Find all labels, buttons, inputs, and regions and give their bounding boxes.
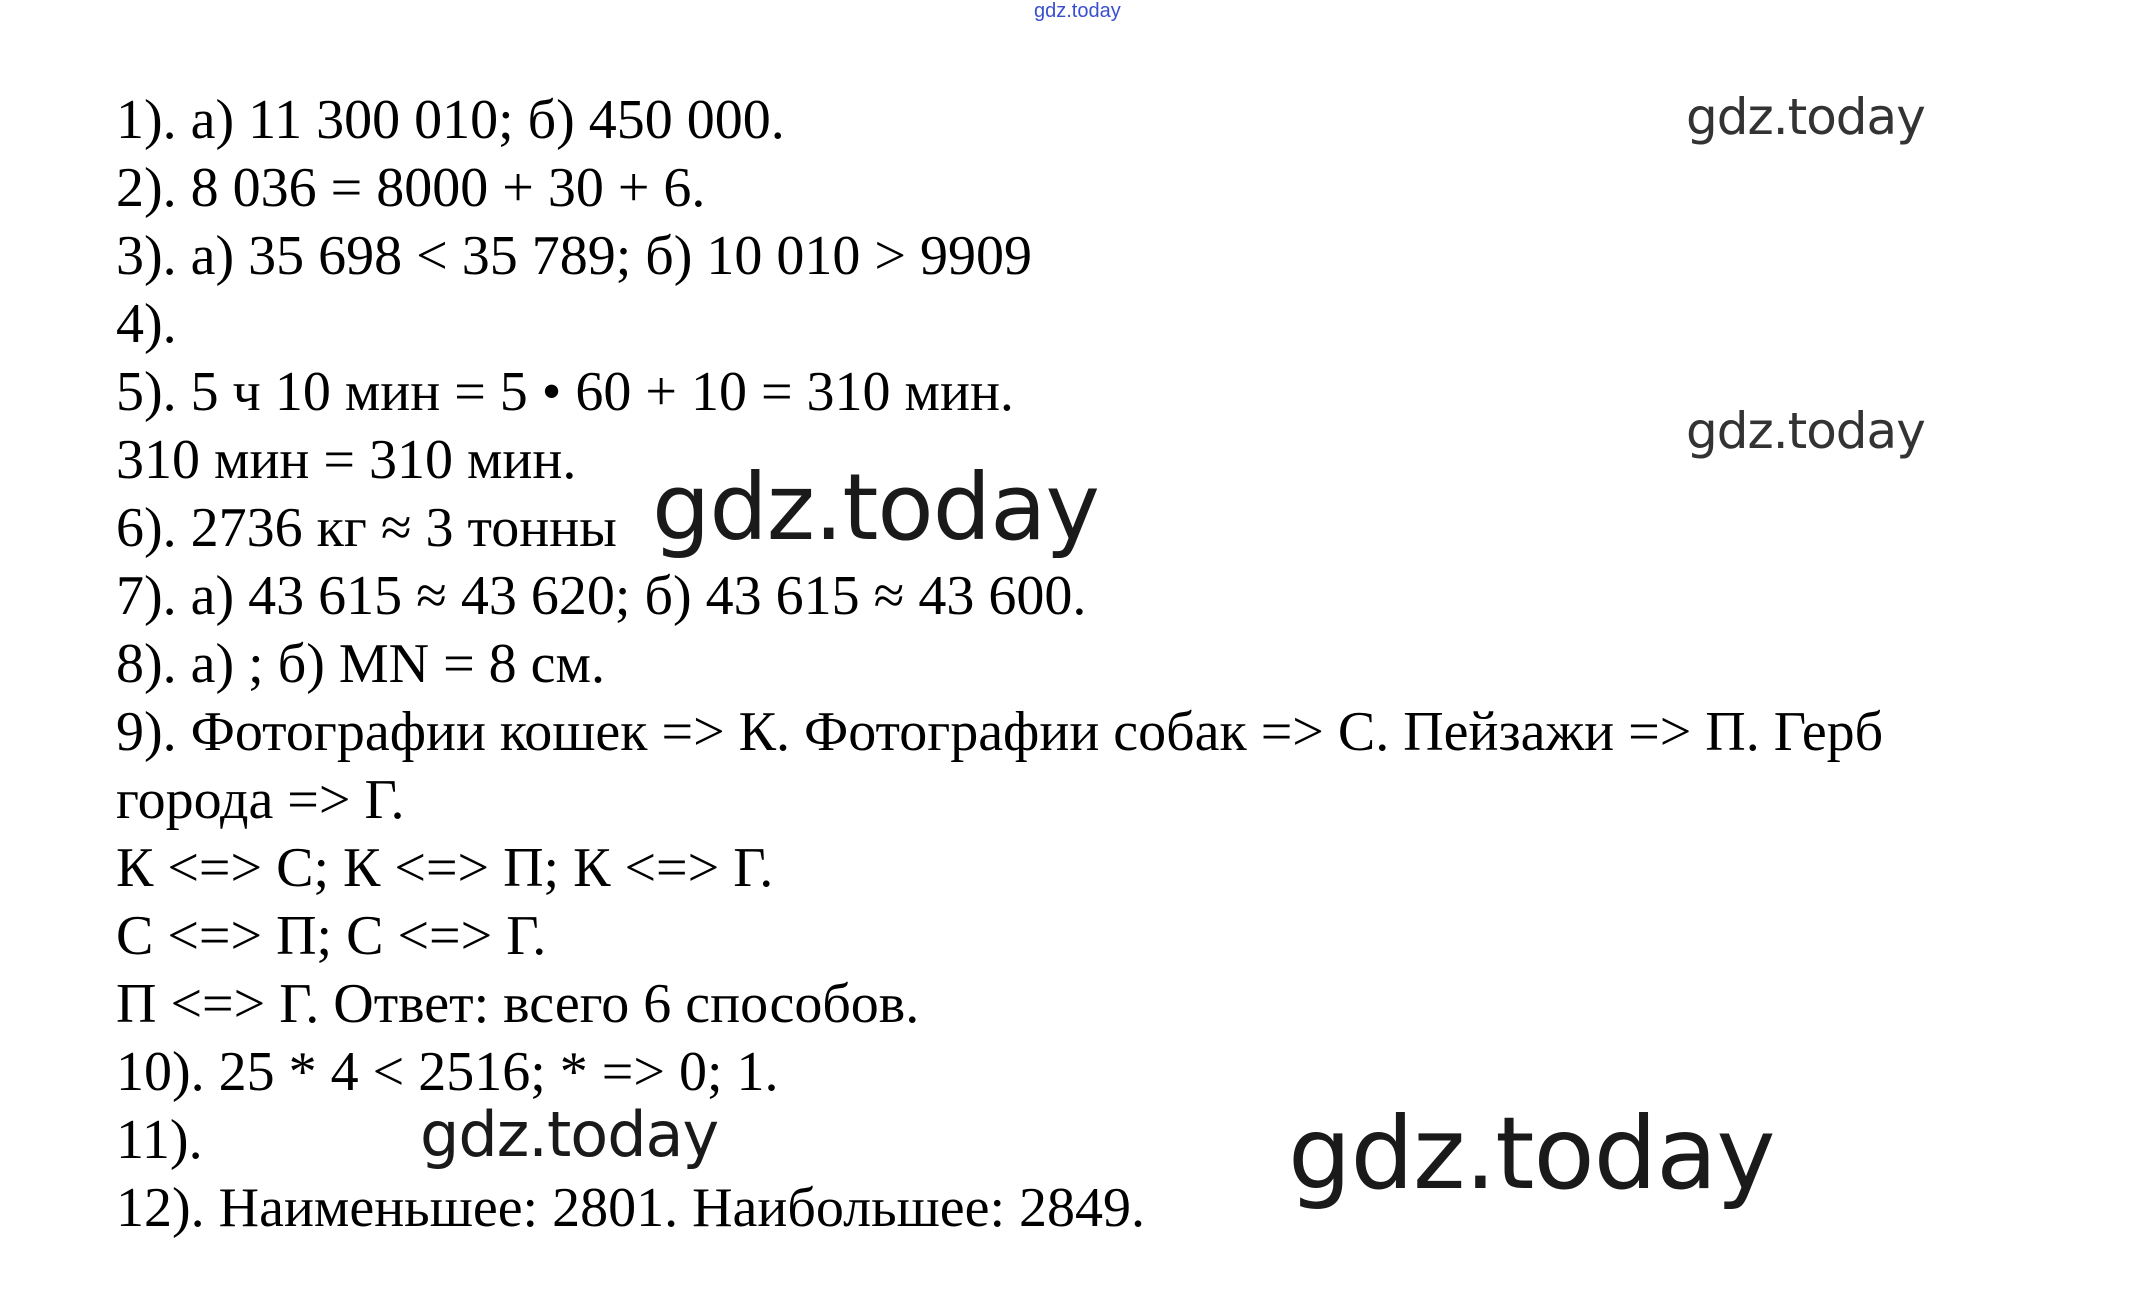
answer-line-5-continued: 310 мин = 310 мин. — [116, 429, 577, 491]
answers-list — [116, 86, 2016, 1242]
watermark: gdz.today — [1288, 1095, 1775, 1212]
answer-line-12: 12). Наименьшее: 2801. Наибольшее: 2849. — [116, 1177, 1145, 1239]
answer-line-1: 1). а) 11 300 010; б) 450 000. — [116, 89, 785, 151]
answer-line-5: 5). 5 ч 10 мин = 5 • 60 + 10 = 310 мин. — [116, 361, 1014, 423]
answer-line-3: 3). а) 35 698 < 35 789; б) 10 010 > 9909 — [116, 225, 1033, 287]
watermark: gdz.today — [652, 454, 1099, 561]
answer-line-7: 7). а) 43 615 ≈ 43 620; б) 43 615 ≈ 43 600. — [116, 565, 1087, 627]
watermark: gdz.today — [1686, 88, 1925, 146]
site-mark[interactable]: gdz.today — [1034, 0, 1121, 22]
watermark: gdz.today — [1686, 402, 1925, 460]
answer-line-6: 6). 2736 кг ≈ 3 тонны — [116, 497, 617, 559]
answer-line-4: 4). — [116, 293, 177, 355]
answer-line-9-pairs-k: К <=> С; К <=> П; К <=> Г. — [116, 837, 774, 899]
answer-line-10: 10). 25 * 4 < 2516; * => 0; 1. — [116, 1041, 779, 1103]
watermark: gdz.today — [420, 1098, 719, 1171]
answer-line-9-result: П <=> Г. Ответ: всего 6 способов. — [116, 973, 920, 1035]
answer-line-9-pairs-s: С <=> П; С <=> Г. — [116, 905, 547, 967]
answer-line-9-continued: города => Г. — [116, 769, 405, 831]
answer-line-11: 11). — [116, 1109, 203, 1171]
answer-line-9: 9). Фотографии кошек => К. Фотографии собак => С. Пейзажи => П. Герб — [116, 701, 1884, 763]
answer-line-8: 8). а) ; б) MN = 8 см. — [116, 633, 605, 695]
answer-line-2: 2). 8 036 = 8000 + 30 + 6. — [116, 157, 706, 219]
